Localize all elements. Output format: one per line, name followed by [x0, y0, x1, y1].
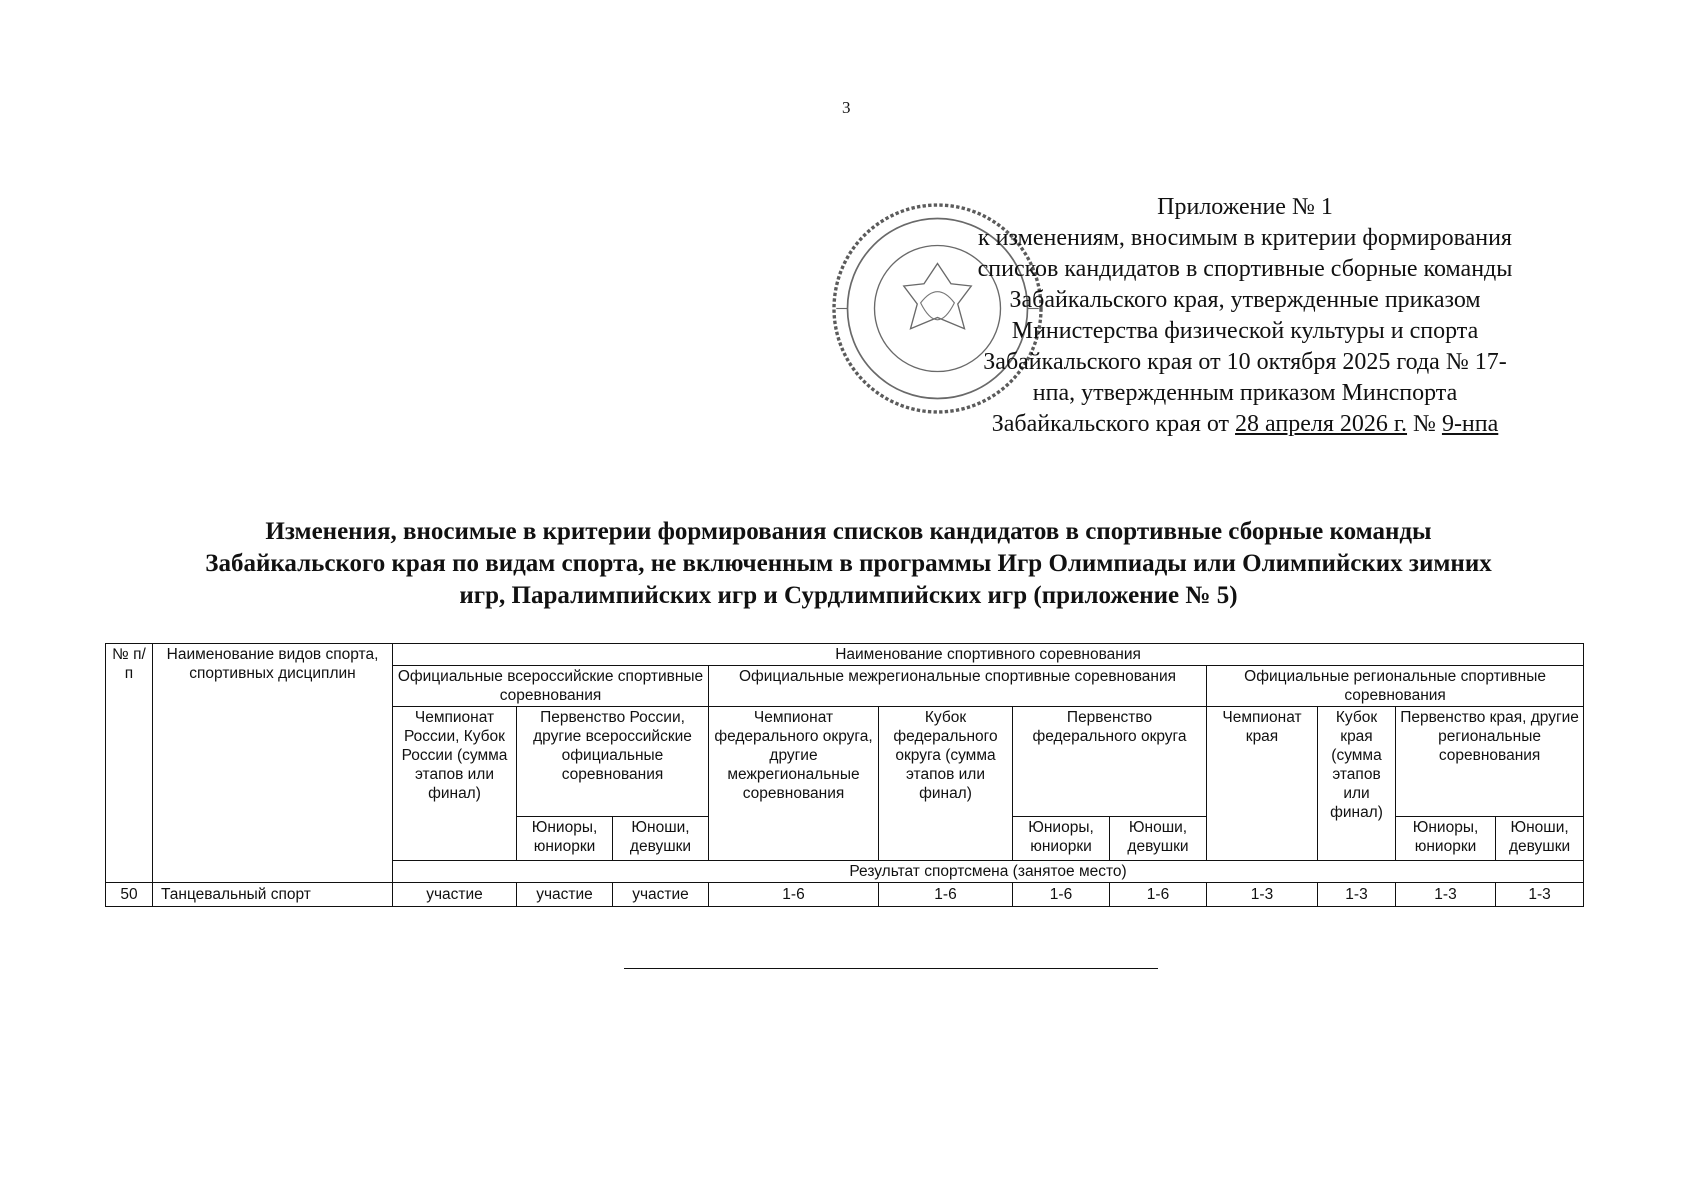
subheader-youths: Юноши, девушки: [613, 817, 709, 861]
header-district-cup: Кубок федерального округа (сумма этапов или финал): [879, 707, 1013, 861]
header-district-championship: Чемпионат федерального округа, другие межрегиональные соревнования: [709, 707, 879, 861]
row-value: 1-3: [1318, 883, 1396, 907]
appendix-line: нпа, утвержденным приказом Минспорта: [1032, 380, 1458, 406]
row-value: 1-6: [1110, 883, 1207, 907]
header-region-championship: Чемпионат края: [1207, 707, 1318, 861]
appendix-block: [935, 192, 1555, 440]
order-date: 28 апреля 2026 г.: [1235, 411, 1408, 437]
row-value: 1-3: [1496, 883, 1584, 907]
appendix-number-sign: №: [1407, 411, 1442, 437]
result-label: Результат спортсмена (занятое место): [393, 861, 1584, 883]
appendix-line-prefix: Забайкальского края от: [991, 411, 1236, 437]
header-region-cup: Кубок края (сумма этапов или финал): [1318, 707, 1396, 861]
header-sport: Наименование видов спорта, спортивных дисциплин: [153, 644, 393, 883]
table-row: [106, 883, 1584, 907]
header-championship-russia: Чемпионат России, Кубок России (сумма этапов или финал): [393, 707, 517, 861]
order-number: 9-нпа: [1441, 411, 1499, 437]
row-value: участие: [393, 883, 517, 907]
row-value: 1-3: [1207, 883, 1318, 907]
heading-line: Забайкальского края по видам спорта, не включенным в программы Игр Олимпиады или Олимпийских зимних: [205, 550, 1492, 577]
header-regional: Официальные региональные спортивные соревнования: [1207, 666, 1584, 707]
header-region-youth: Первенство края, другие региональные соревнования: [1396, 707, 1584, 817]
row-value: 1-3: [1396, 883, 1496, 907]
row-value: участие: [613, 883, 709, 907]
end-rule: [624, 968, 1158, 969]
page-number: 3: [842, 98, 851, 117]
row-sport: Танцевальный спорт: [153, 883, 393, 907]
row-number: 50: [106, 883, 153, 907]
subheader-juniors: Юниоры, юниорки: [517, 817, 613, 861]
appendix-line: Министерства физической культуры и спорта: [1011, 318, 1479, 344]
row-value: 1-6: [879, 883, 1013, 907]
appendix-line-order: [935, 409, 1555, 440]
heading-line: Изменения, вносимые в критерии формирования списков кандидатов в спортивные сборные команды: [265, 518, 1432, 545]
appendix-line: Забайкальского края от 10 октября 2025 года № 17-: [983, 349, 1507, 375]
row-value: участие: [517, 883, 613, 907]
header-competition: Наименование спортивного соревнования: [393, 644, 1584, 666]
appendix-line: Забайкальского края, утвержденные приказом: [1009, 287, 1481, 313]
heading-line: игр, Паралимпийских игр и Сурдлимпийских игр (приложение № 5): [459, 582, 1238, 609]
criteria-table: [105, 643, 1584, 907]
row-value: 1-6: [1013, 883, 1110, 907]
header-interregional: Официальные межрегиональные спортивные соревнования: [709, 666, 1207, 707]
appendix-line: к изменениям, вносимым в критерии формирования: [978, 225, 1512, 251]
subheader-youths: Юноши, девушки: [1110, 817, 1207, 861]
subheader-youths: Юноши, девушки: [1496, 817, 1584, 861]
header-district-youth: Первенство федерального округа: [1013, 707, 1207, 817]
header-number: № п/п: [106, 644, 153, 883]
appendix-line: списков кандидатов в спортивные сборные команды: [977, 256, 1513, 282]
appendix-title: Приложение № 1: [1157, 194, 1333, 220]
header-all-russian: Официальные всероссийские спортивные соревнования: [393, 666, 709, 707]
document-heading: [130, 516, 1567, 612]
row-value: 1-6: [709, 883, 879, 907]
subheader-juniors: Юниоры, юниорки: [1396, 817, 1496, 861]
header-youth-russia: Первенство России, другие всероссийские официальные соревнования: [517, 707, 709, 817]
subheader-juniors: Юниоры, юниорки: [1013, 817, 1110, 861]
